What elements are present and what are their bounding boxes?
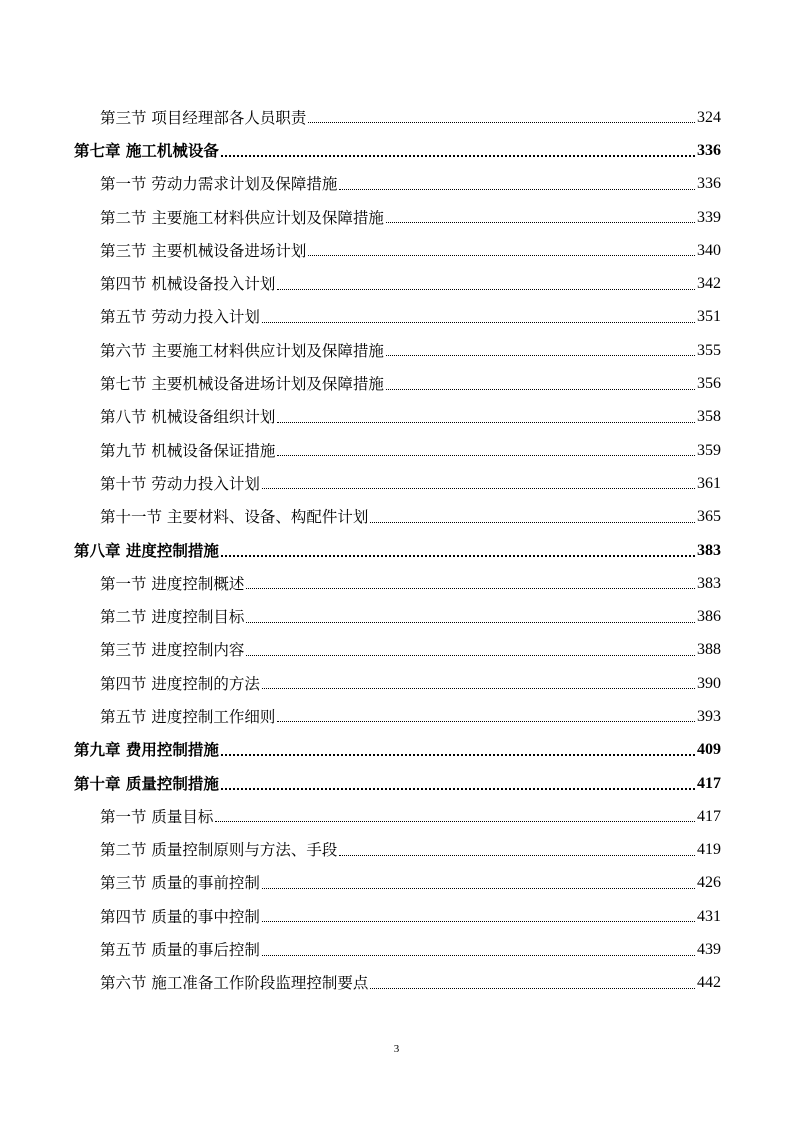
toc-page-number: 386: [697, 608, 721, 626]
toc-section-entry[interactable]: [74, 600, 721, 633]
toc-section-entry[interactable]: [74, 301, 721, 334]
toc-section-entry[interactable]: [74, 168, 721, 201]
toc-chapter-entry[interactable]: [74, 134, 721, 167]
toc-page-number: 365: [697, 508, 721, 526]
toc-section-entry[interactable]: [74, 501, 721, 534]
toc-page-number: 336: [697, 175, 721, 193]
dot-leader: [221, 155, 695, 157]
toc-entry-title: 第八节 机械设备组织计划: [100, 408, 276, 427]
toc-page-number: 383: [697, 541, 721, 559]
toc-page-number: 340: [697, 241, 721, 259]
dot-leader: [215, 821, 695, 822]
toc-page-number: 351: [697, 308, 721, 326]
toc-entry-title: 第一节 进度控制概述: [100, 574, 245, 593]
toc-section-entry[interactable]: [74, 334, 721, 367]
dot-leader: [386, 355, 695, 356]
toc-section-entry[interactable]: [74, 434, 721, 467]
toc-section-entry[interactable]: [74, 834, 721, 867]
toc-page-number: 342: [697, 275, 721, 293]
dot-leader: [262, 888, 695, 889]
dot-leader: [221, 555, 695, 557]
toc-section-entry[interactable]: [74, 401, 721, 434]
toc-section-entry[interactable]: [74, 867, 721, 900]
toc-section-entry[interactable]: [74, 700, 721, 733]
toc-entry-title: 第二节 质量控制原则与方法、手段: [100, 841, 338, 860]
dot-leader: [339, 855, 695, 856]
dot-leader: [277, 422, 695, 423]
toc-section-entry[interactable]: [74, 800, 721, 833]
toc-section-entry[interactable]: [74, 101, 721, 134]
toc-section-entry[interactable]: [74, 234, 721, 267]
toc-page-number: 336: [697, 141, 721, 159]
toc-entry-title: 第一节 质量目标: [100, 807, 214, 826]
toc-page-number: 442: [697, 974, 721, 992]
toc-entry-title: 第六节 主要施工材料供应计划及保障措施: [100, 341, 384, 360]
toc-page-number: 409: [697, 741, 721, 759]
dot-leader: [277, 721, 695, 722]
toc-entry-title: 第十章 质量控制措施: [74, 773, 219, 793]
toc-section-entry[interactable]: [74, 967, 721, 1000]
dot-leader: [386, 389, 695, 390]
dot-leader: [246, 655, 695, 656]
toc-entry-title: 第十节 劳动力投入计划: [100, 474, 260, 493]
toc-entry-title: 第四节 机械设备投入计划: [100, 275, 276, 294]
dot-leader: [370, 988, 695, 989]
dot-leader: [221, 788, 695, 790]
toc-page-number: 431: [697, 907, 721, 925]
toc-page-number: 361: [697, 474, 721, 492]
toc-page-number: 355: [697, 341, 721, 359]
toc-section-entry[interactable]: [74, 933, 721, 966]
dot-leader: [262, 488, 695, 489]
dot-leader: [246, 622, 695, 623]
toc-entry-title: 第六节 施工准备工作阶段监理控制要点: [100, 974, 369, 993]
dot-leader: [308, 122, 695, 123]
dot-leader: [339, 189, 695, 190]
dot-leader: [246, 588, 695, 589]
toc-section-entry[interactable]: [74, 567, 721, 600]
dot-leader: [262, 322, 695, 323]
toc-entry-title: 第二节 主要施工材料供应计划及保障措施: [100, 208, 384, 227]
toc-entry-title: 第五节 质量的事后控制: [100, 941, 260, 960]
toc-section-entry[interactable]: [74, 667, 721, 700]
toc-chapter-entry[interactable]: [74, 534, 721, 567]
toc-entry-title: 第五节 劳动力投入计划: [100, 308, 260, 327]
toc-entry-title: 第五节 进度控制工作细则: [100, 707, 276, 726]
dot-leader: [308, 255, 695, 256]
toc-entry-title: 第三节 质量的事前控制: [100, 874, 260, 893]
dot-leader: [386, 222, 695, 223]
toc-chapter-entry[interactable]: [74, 734, 721, 767]
toc-entry-title: 第三节 主要机械设备进场计划: [100, 241, 307, 260]
toc-page-number: 390: [697, 674, 721, 692]
toc-section-entry[interactable]: [74, 634, 721, 667]
dot-leader: [262, 921, 695, 922]
toc-entry-title: 第三节 项目经理部各人员职责: [100, 108, 307, 127]
toc-entry-title: 第四节 进度控制的方法: [100, 674, 260, 693]
toc-entry-title: 第四节 质量的事中控制: [100, 907, 260, 926]
toc-page-number: 417: [697, 774, 721, 792]
toc-section-entry[interactable]: [74, 201, 721, 234]
toc-section-entry[interactable]: [74, 367, 721, 400]
toc-page-number: 359: [697, 441, 721, 459]
toc-entry-title: 第九节 机械设备保证措施: [100, 441, 276, 460]
dot-leader: [370, 522, 695, 523]
toc-entry-title: 第九章 费用控制措施: [74, 740, 219, 760]
toc-entry-title: 第七节 主要机械设备进场计划及保障措施: [100, 375, 384, 394]
toc-section-entry[interactable]: [74, 900, 721, 933]
dot-leader: [262, 688, 695, 689]
toc-page-number: 439: [697, 941, 721, 959]
toc-section-entry[interactable]: [74, 467, 721, 500]
toc-chapter-entry[interactable]: [74, 767, 721, 800]
toc-entry-title: 第十一节 主要材料、设备、构配件计划: [100, 508, 369, 527]
dot-leader: [277, 455, 695, 456]
toc-page-number: 393: [697, 707, 721, 725]
toc-page-number: 356: [697, 375, 721, 393]
toc-page-number: 339: [697, 208, 721, 226]
toc-page-number: 383: [697, 574, 721, 592]
toc-page-number: 388: [697, 641, 721, 659]
dot-leader: [262, 955, 695, 956]
toc-entry-title: 第八章 进度控制措施: [74, 540, 219, 560]
table-of-contents: [74, 101, 721, 1000]
toc-section-entry[interactable]: [74, 267, 721, 300]
toc-page-number: 358: [697, 408, 721, 426]
toc-entry-title: 第七章 施工机械设备: [74, 140, 219, 160]
toc-page-number: 417: [697, 807, 721, 825]
toc-page-number: 419: [697, 841, 721, 859]
toc-entry-title: 第一节 劳动力需求计划及保障措施: [100, 175, 338, 194]
toc-page-number: 324: [697, 108, 721, 126]
dot-leader: [221, 754, 695, 756]
page-number-footer: 3: [393, 1043, 400, 1055]
toc-page-number: 426: [697, 874, 721, 892]
dot-leader: [277, 289, 695, 290]
toc-entry-title: 第三节 进度控制内容: [100, 641, 245, 660]
toc-entry-title: 第二节 进度控制目标: [100, 608, 245, 627]
